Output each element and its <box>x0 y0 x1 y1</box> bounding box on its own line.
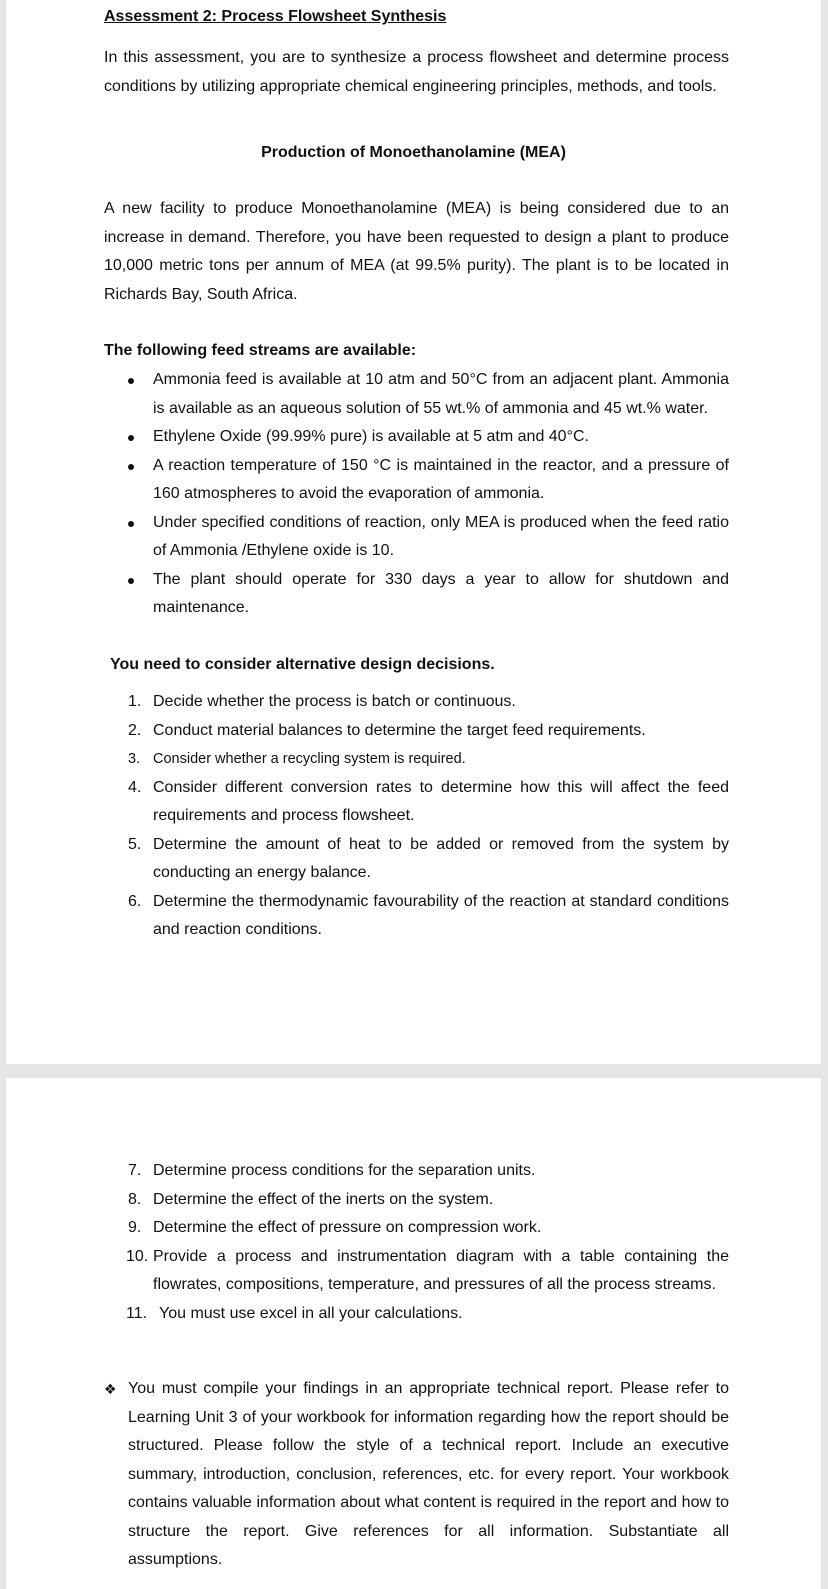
bullet-icon <box>128 435 134 441</box>
design-list-part-2 <box>104 1157 729 1328</box>
feed-heading: The following feed streams are available: <box>104 342 417 359</box>
feed-item: Ethylene Oxide (99.99% pure) is available at 5 atm and 40°C. <box>104 423 729 452</box>
design-item: 5. Determine the amount of heat to be added or removed from the system by conducting an energy balance. <box>128 835 729 881</box>
design-item: 2. Conduct material balances to determine the target feed requirements. <box>128 721 646 739</box>
section-subtitle: Production of Monoethanolamine (MEA) <box>261 144 566 161</box>
document-page-1 <box>6 0 821 1064</box>
report-note: ❖ You must compile your findings in an appropriate technical report. Please refer to Learning Unit 3 of your workbook for information regarding how the report should be structured. Please follow the style of a technical report. Include an executive summary, introduction, conclusion, references, etc. for every report. Your workbook contains valuable information about what content is required in the report and how to structure the report. Give references for all information. Substantiate all assumptions. <box>104 1375 729 1575</box>
feed-item: Ammonia feed is available at 10 atm and 50°C from an adjacent plant. Ammonia is available as an aqueous solution of 55 wt.% of ammonia and 45 wt.% water. <box>104 366 729 423</box>
design-list-part-1 <box>104 688 729 945</box>
description-paragraph: A new facility to produce Monoethanolamine (MEA) is being considered due to an increase in demand. Therefore, you have been requested to design a plant to produce 10,000 metric tons per annum of MEA (at 99.5% purity). The plant is to be located in Richards Bay, South Africa. <box>104 200 729 303</box>
design-item: 4. Consider different conversion rates to determine how this will affect the feed requirements and process flowsheet. <box>128 778 729 824</box>
design-item: 7. Determine process conditions for the separation units. <box>128 1162 536 1179</box>
diamond-bullet-icon: ❖ <box>104 1381 117 1397</box>
bullet-icon <box>128 578 134 584</box>
design-item: 8. Determine the effect of the inerts on the system. <box>128 1190 494 1208</box>
design-item: 1. Decide whether the process is batch or continuous. <box>128 693 516 710</box>
design-item: 3. Consider whether a recycling system is required. <box>128 751 466 767</box>
intro-paragraph: In this assessment, you are to synthesize a process flowsheet and determine process conditions by utilizing appropriate chemical engineering principles, methods, and tools. <box>104 49 729 95</box>
design-item: 6. Determine the thermodynamic favourability of the reaction at standard conditions and reaction conditions. <box>128 892 729 938</box>
feed-list <box>104 366 729 623</box>
document-page-2 <box>6 1078 821 1589</box>
design-item: 10. Provide a process and instrumentation diagram with a table containing the flowrates, compositions, temperature, and pressures of all the process streams. <box>126 1247 729 1293</box>
feed-item: The plant should operate for 330 days a year to allow for shutdown and maintenance. <box>104 566 729 623</box>
feed-item: A reaction temperature of 150 °C is maintained in the reactor, and a pressure of 160 atmospheres to avoid the evaporation of ammonia. <box>104 452 729 509</box>
design-item: 11. You must use excel in all your calculations. <box>126 1304 463 1322</box>
design-item: 9. Determine the effect of pressure on compression work. <box>128 1219 542 1236</box>
design-heading: You need to consider alternative design decisions. <box>110 656 495 673</box>
bullet-icon <box>128 378 134 384</box>
feed-item: Under specified conditions of reaction, only MEA is produced when the feed ratio of Ammonia /Ethylene oxide is 10. <box>104 509 729 566</box>
assessment-title: Assessment 2: Process Flowsheet Synthesis <box>104 8 447 25</box>
bullet-icon <box>128 464 134 470</box>
bullet-icon <box>128 521 134 527</box>
